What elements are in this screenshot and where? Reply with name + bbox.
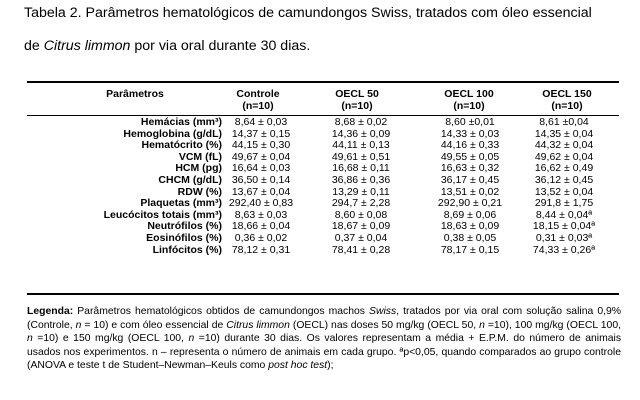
cell-oecl-50: 44,11 ± 0,13 — [332, 139, 390, 152]
cell-oecl-50: 8,60 ± 0,08 — [334, 208, 388, 221]
legend-text: =10), 100 mg/kg (OECL 100, — [484, 319, 621, 331]
cell-oecl-50: 18,67 ± 0,09 — [331, 220, 391, 233]
legend-italic: Citrus limmon — [226, 319, 290, 331]
cell-controle: 292,40 ± 0,83 — [228, 197, 294, 210]
cell-oecl-100: 78,17 ± 0,15 — [440, 243, 500, 256]
table-header-rule — [27, 115, 619, 116]
table-caption-line-1: Tabela 2. Parâmetros hematológicos de camundongos Swiss, tratados com óleo essencial — [24, 5, 592, 21]
cell-controle: 16,64 ± 0,03 — [231, 162, 291, 175]
cell-controle: 0,36 ± 0,02 — [234, 231, 288, 244]
cell-oecl-150: 14,35 ± 0,04 — [534, 127, 594, 140]
cell-oecl-100: 18,63 ± 0,09 — [440, 220, 500, 233]
cell-oecl-150: 36,12 ± 0,45 — [534, 173, 594, 186]
row-parameter-label: Plaquetas (mm³) — [140, 197, 222, 210]
cell-oecl-100: 0,38 ± 0,05 — [443, 231, 497, 244]
row-parameter-label: RDW (%) — [177, 185, 222, 198]
legend-italic: n — [75, 319, 82, 331]
table-row — [0, 175, 640, 187]
legend-text: , tratados por via oral com solução salina 0,9% (Controle, — [27, 306, 621, 331]
cell-controle: 18,66 ± 0,04 — [231, 220, 291, 233]
cell-controle: 49,67 ± 0,04 — [231, 150, 291, 163]
cell-oecl-100: 36,17 ± 0,45 — [440, 173, 500, 186]
header-group-n: (n=10) — [341, 100, 373, 112]
table-row — [0, 245, 640, 257]
cell-oecl-50: 294,7 ± 2,28 — [331, 197, 391, 210]
cell-oecl-100: 14,33 ± 0,03 — [440, 127, 500, 140]
cell-oecl-50: 8,68 ± 0,02 — [334, 116, 388, 128]
cell-oecl-150: 16,62 ± 0,49 — [534, 162, 594, 175]
row-parameter-label: Hemoglobina (g/dL) — [123, 127, 222, 140]
legend-text: =10) durante 30 dias. Os valores representam a média + E.P.M. do número de animais usados nos experimentos. n – representa o número de animais em cada grupo. ªp<0,05, quando comparados ao grupo controle (ANOVA e teste t de Student–Newman–Keuls como — [27, 333, 622, 371]
header-oecl-100 — [419, 88, 519, 112]
table-row — [0, 117, 640, 129]
legend-text: = 10) e com óleo essencial de — [81, 319, 227, 331]
row-parameter-label: HCM (pg) — [175, 162, 222, 175]
cell-oecl-100: 16,63 ± 0,32 — [440, 162, 500, 175]
legend-text: =10) e 150 mg/kg (OECL 100, — [32, 333, 189, 344]
row-parameter-label: Hematócrito (%) — [141, 139, 222, 152]
row-parameter-label: Eosinófilos (%) — [146, 231, 222, 244]
cell-oecl-150: 49,62 ± 0,04 — [534, 150, 594, 163]
cell-oecl-50: 16,68 ± 0,11 — [332, 162, 390, 175]
header-oecl-150 — [517, 88, 617, 112]
cell-oecl-100: 13,51 ± 0,02 — [440, 185, 500, 198]
cell-oecl-100: 44,16 ± 0,33 — [440, 139, 500, 152]
cell-oecl-50: 14,36 ± 0,09 — [331, 127, 391, 140]
legend-text: (OECL) nas doses 50 mg/kg (OECL 50, — [289, 319, 480, 331]
cell-controle: 13,67 ± 0,04 — [231, 185, 291, 198]
cell-oecl-150: 0,31 ± 0,03ª — [535, 231, 593, 244]
legend-paragraph — [27, 305, 621, 373]
cell-oecl-150: 8,61 ±0,04 — [539, 116, 589, 128]
cell-controle: 36,50 ± 0,14 — [231, 173, 291, 186]
cell-oecl-100: 8,60 ±0,01 — [445, 116, 495, 128]
legend-italic: post hoc test — [268, 360, 328, 371]
row-parameter-label: Leucócitos totais (mm³) — [103, 208, 222, 221]
header-group-n: (n=10) — [551, 100, 583, 112]
cell-oecl-50: 0,37 ± 0,04 — [334, 231, 388, 244]
cell-oecl-150: 291,8 ± 1,75 — [534, 197, 594, 210]
cell-oecl-150: 74,33 ± 0,26ª — [532, 243, 596, 256]
table-body — [0, 117, 640, 256]
cell-oecl-100: 8,69 ± 0,06 — [443, 208, 497, 221]
cell-oecl-50: 78,41 ± 0,28 — [331, 243, 391, 256]
table-legend — [27, 305, 621, 373]
caption-text: de — [24, 38, 44, 54]
legend-italic: n — [188, 333, 195, 344]
cell-controle: 8,64 ± 0,03 — [234, 116, 288, 128]
legend-title: Legenda: — [27, 306, 74, 317]
header-group-n: (n=10) — [453, 100, 485, 112]
cell-oecl-50: 36,86 ± 0,36 — [331, 173, 391, 186]
header-group-name: Controle — [236, 88, 280, 100]
cell-controle: 44,15 ± 0,30 — [231, 139, 291, 152]
header-group-name: OECL 150 — [542, 88, 592, 100]
row-parameter-label: VCM (fL) — [178, 150, 222, 163]
legend-italic: n — [27, 333, 33, 344]
row-parameter-label: Neutrófilos (%) — [147, 220, 222, 233]
cell-controle: 78,12 ± 0,31 — [231, 243, 291, 256]
legend-italic: Swiss — [369, 306, 397, 317]
table-row — [0, 233, 640, 245]
header-oecl-50 — [307, 88, 407, 112]
caption-species: Citrus limmon — [43, 38, 131, 54]
cell-controle: 8,63 ± 0,03 — [234, 208, 288, 221]
header-group-n: (n=10) — [242, 100, 274, 112]
legend-text: Parâmetros hematológicos obtidos de camundongos machos — [73, 306, 370, 317]
header-parameters: Parâmetros — [106, 88, 164, 100]
legend-text: ); — [327, 360, 334, 371]
cell-controle: 14,37 ± 0,15 — [231, 127, 291, 140]
header-group-name: OECL 100 — [444, 88, 494, 100]
cell-oecl-150: 18,15 ± 0,04ª — [532, 220, 596, 233]
cell-oecl-50: 49,61 ± 0,51 — [331, 150, 391, 163]
header-group-name: OECL 50 — [335, 88, 379, 100]
cell-oecl-150: 8,44 ± 0,04ª — [535, 208, 593, 221]
table-top-rule — [27, 81, 619, 83]
table-caption-line-2 — [24, 37, 310, 55]
cell-oecl-150: 44,32 ± 0,04 — [534, 139, 594, 152]
row-parameter-label: Hemácias (mm³) — [140, 116, 222, 128]
row-parameter-label: Linfócitos (%) — [152, 243, 222, 256]
cell-oecl-150: 13,52 ± 0,04 — [534, 185, 594, 198]
table-bottom-rule — [27, 293, 619, 295]
cell-oecl-50: 13,29 ± 0,11 — [332, 185, 390, 198]
header-controle — [208, 88, 308, 112]
cell-oecl-100: 292,90 ± 0,21 — [437, 197, 503, 210]
caption-text: por via oral durante 30 dias. — [130, 38, 311, 54]
cell-oecl-100: 49,55 ± 0,05 — [440, 150, 500, 163]
table-row — [0, 198, 640, 210]
row-parameter-label: CHCM (g/dL) — [158, 173, 222, 186]
legend-italic: n — [479, 319, 485, 331]
